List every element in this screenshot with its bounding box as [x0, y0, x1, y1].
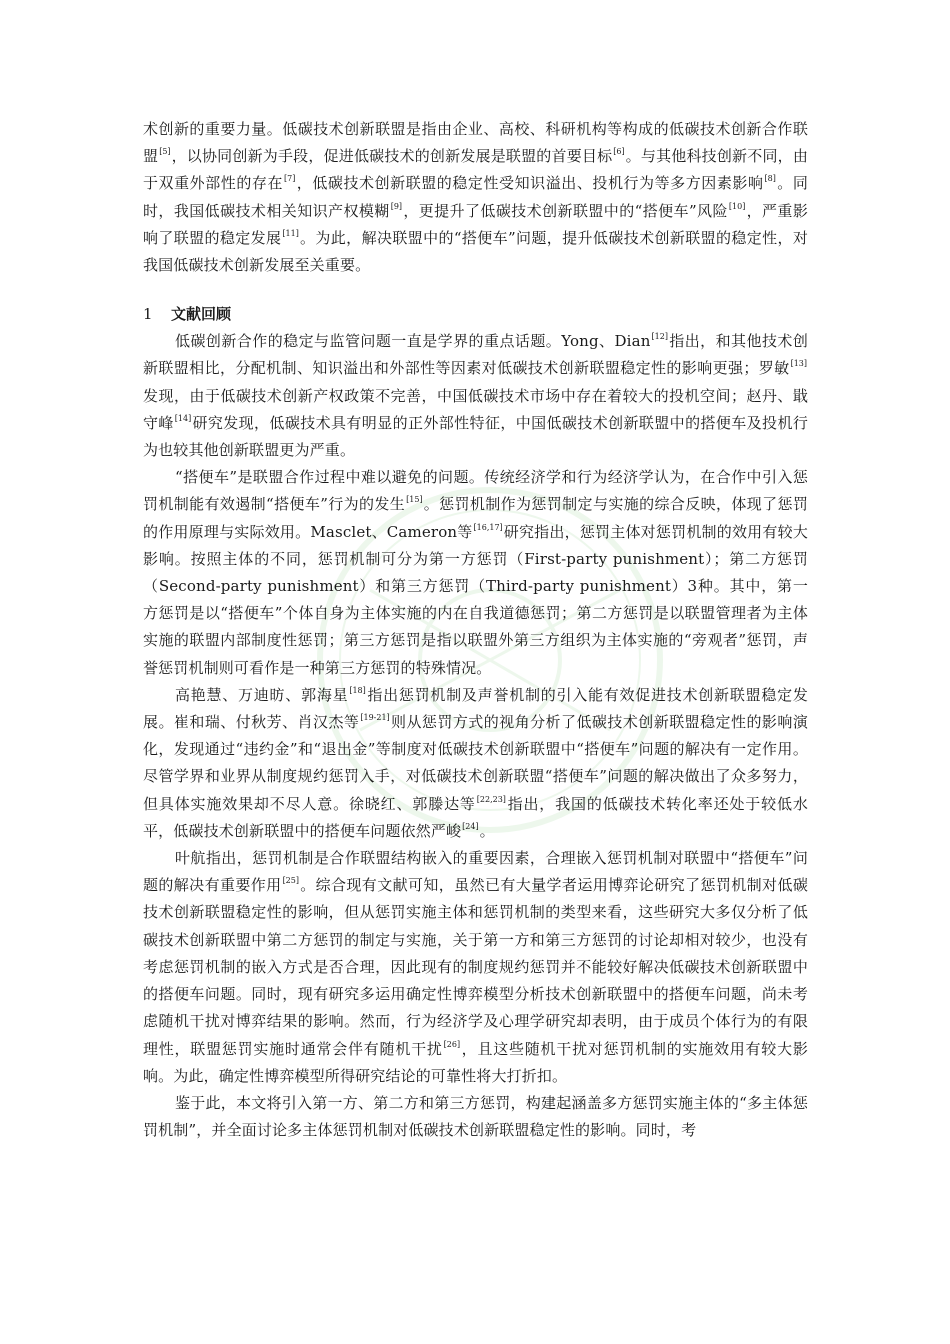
text-run: 指出惩罚机制及声誉机制的引入能有效促进技术创新联盟稳定发展。崔和瑞、付秋芳、肖汉杰等	[143, 685, 808, 732]
text-run: 。与其他科技创新不同，由于双重外部性的存在	[143, 147, 808, 193]
text-run: 发现，由于低碳技术创新产权政策不完善，中国低碳技术市场中存在着较大的投机空间；赵丹、戢守峰	[143, 386, 808, 432]
citation-ref[interactable]: [22,23]	[476, 794, 506, 804]
text-run: 。为此，解决联盟中的“搭便车”问题，提升低碳技术创新联盟的稳定性，对我国低碳技术创新发展至关重要。	[143, 228, 808, 275]
paragraph-4	[143, 845, 808, 1090]
citation-ref[interactable]: [18]	[349, 685, 366, 695]
text-run: ，且这些随机干扰对惩罚机制的实施效用有较大影响。为此，确定性博弈模型所得研究结论的可靠性将大打折扣。	[143, 1039, 808, 1085]
citation-ref[interactable]: [19-21]	[360, 713, 390, 723]
citation-ref[interactable]: [26]	[443, 1039, 461, 1049]
text-run: 。综合现有文献可知，虽然已有大量学者运用博弈论研究了惩罚机制对低碳技术创新联盟稳定性的影响，但从惩罚实施主体和惩罚机制的类型来看，这些研究大多仅分析了低碳技术创新联盟中第二方惩罚的制定与实施，关于第一方和第三方惩罚的讨论却相对较少，也没有考虑惩罚机制的嵌入方式是否合理，因此现有的制度规约惩罚并不能较好解决低碳技术创新联盟中的搭便车问题。同时，现有研究多运用确定性博弈模型分析技术创新联盟中的搭便车问题，尚未考虑随机干扰对博弈结果的影响。然而，行为经济学及心理学研究却表明，由于成员个体行为的有限理性，联盟惩罚实施时通常会伴有随机干扰	[143, 876, 808, 1058]
citation-ref[interactable]: [25]	[282, 876, 299, 886]
text-run: ，低碳技术创新联盟的稳定性受知识溢出、投机行为等多方因素影响	[296, 174, 764, 193]
text-run: 则从惩罚方式的视角分析了低碳技术创新联盟稳定性的影响演化，发现通过“违约金”和“退出金”等制度对低碳技术创新联盟中“搭便车”问题的解决有一定作用。尽管学界和业界从制度规约惩罚入手，对低碳技术创新联盟“搭便车”问题的解决做出了众多努力，但具体实施效果却不尽人意。徐晓红、郭滕达等	[143, 713, 808, 813]
paragraph-intro	[143, 116, 808, 279]
text-run: 高艳慧、万迪昉、郭海星	[175, 685, 349, 704]
citation-ref[interactable]: [8]	[764, 174, 776, 184]
text-run: 。	[479, 821, 495, 840]
text-run: 鉴于此，本文将引入第一方、第二方和第三方惩罚，构建起涵盖多方惩罚实施主体的“多主体惩罚机制”，并全面讨论多主体惩罚机制对低碳技术创新联盟稳定性的影响。同时，考	[143, 1093, 808, 1140]
citation-ref[interactable]: [24]	[462, 821, 479, 831]
citation-ref[interactable]: [14]	[174, 413, 192, 423]
section-number: 1	[143, 305, 153, 324]
citation-ref[interactable]: [11]	[282, 228, 299, 238]
citation-ref[interactable]: [12]	[651, 332, 668, 342]
text-run: ，以协同创新为手段，促进低碳技术的创新发展是联盟的首要目标	[171, 147, 613, 166]
citation-ref[interactable]: [6]	[613, 147, 625, 157]
text-run: 指出，和其他技术创新联盟相比，分配机制、知识溢出和外部性等因素对低碳技术创新联盟稳定性的影响更强；罗敏	[143, 332, 809, 378]
citation-ref[interactable]: [15]	[406, 495, 423, 505]
paragraph-3	[143, 682, 808, 845]
citation-ref[interactable]: [10]	[728, 201, 746, 211]
text-run: ，严重影响了联盟的稳定发展	[143, 201, 809, 247]
text-run: 。同时，我国低碳技术相关知识产权模糊	[143, 174, 808, 220]
text-run: 低碳创新合作的稳定与监管问题一直是学界的重点话题。Yong、Dian	[175, 332, 651, 351]
citation-ref[interactable]: [7]	[284, 174, 296, 184]
paragraph-1	[143, 328, 808, 464]
section-heading	[143, 301, 808, 328]
text-run: “搭便车”是联盟合作过程中难以避免的问题。传统经济学和行为经济学认为，在合作中引入惩罚机制能有效遏制“搭便车”行为的发生	[143, 468, 808, 514]
text-run: 。惩罚机制作为惩罚制定与实施的综合反映，体现了惩罚的作用原理与实际效用。Masclet、Cameron等	[143, 495, 808, 541]
citation-ref[interactable]: [9]	[390, 201, 403, 211]
text-run: ，更提升了低碳技术创新联盟中的“搭便车”风险	[403, 201, 728, 220]
text-run: 研究指出，惩罚主体对惩罚机制的效用有较大影响。按照主体的不同，惩罚机制可分为第一方惩罚（First-party punishment）；第二方惩罚（Second-party punishment）和第三方惩罚（Third-party punishment）3种。其中，第一方惩罚是以“搭便车”个体自身为主体实施的内在自我道德惩罚；第二方惩罚是以联盟管理者为主体实施的联盟内部制度性惩罚；第三方惩罚是指以联盟外第三方组织为主体实施的“旁观者”惩罚，声誉惩罚机制则可看作是一种第三方惩罚的特殊情况。	[143, 522, 808, 677]
text-run: 指出，我国的低碳技术转化率还处于较低水平，低碳技术创新联盟中的搭便车问题依然严峻	[143, 794, 808, 840]
citation-ref[interactable]: [13]	[790, 359, 807, 369]
paragraph-5	[143, 1090, 808, 1144]
paper-page	[143, 116, 808, 1144]
section-title: 文献回顾	[171, 305, 232, 324]
paragraph-2	[143, 464, 808, 682]
text-run: 叶航指出，惩罚机制是合作联盟结构嵌入的重要因素，合理嵌入惩罚机制对联盟中“搭便车”问题的解决有重要作用	[143, 849, 808, 895]
citation-ref[interactable]: [5]	[159, 147, 171, 157]
text-run: 研究发现，低碳技术具有明显的正外部性特征，中国低碳技术创新联盟中的搭便车及投机行为也较其他创新联盟更为严重。	[143, 413, 808, 460]
citation-ref[interactable]: [16,17]	[473, 522, 503, 532]
text-run: 术创新的重要力量。低碳技术创新联盟是指由企业、高校、科研机构等构成的低碳技术创新合作联盟	[143, 120, 808, 166]
